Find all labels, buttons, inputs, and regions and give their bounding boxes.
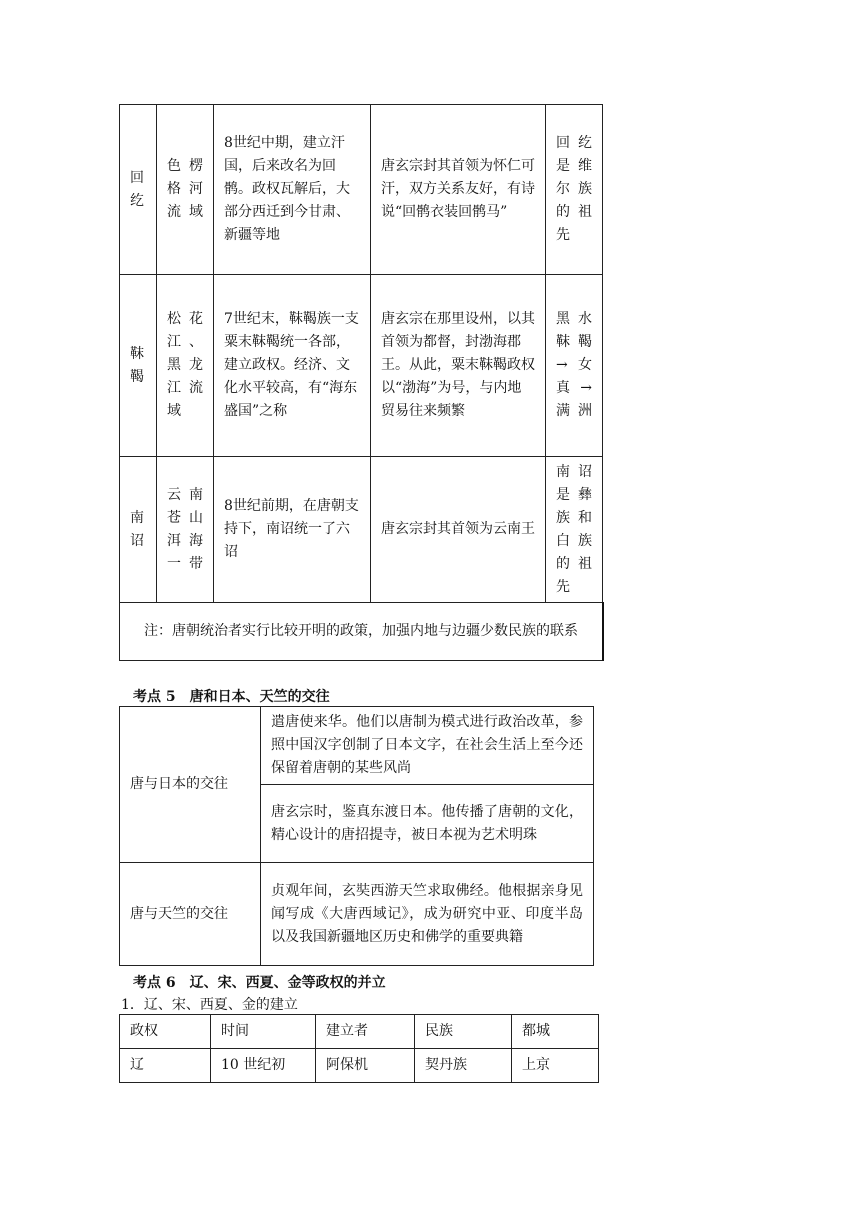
group-history: 8世纪中期，建立汗国，后来改名为回鹘。政权瓦解后，大部分西迁到今甘肃、新疆等地 <box>214 105 371 275</box>
group-name: 南诏 <box>120 457 157 603</box>
table-row <box>120 603 603 661</box>
ethnic-groups-table <box>119 104 604 661</box>
table-row <box>120 275 603 457</box>
exchange-label: 唐与天竺的交往 <box>120 863 261 966</box>
exchange-detail: 遣唐使来华。他们以唐制为模式进行政治改革，参照中国汉字创制了日本文字，在社会生活上至今还保留着唐朝的某些风尚 <box>261 707 594 785</box>
group-history: 8世纪前期，在唐朝支持下，南诏统一了六诏 <box>214 457 371 603</box>
table-row <box>120 707 594 785</box>
table-note: 注：唐朝统治者实行比较开明的政策，加强内地与边疆少数民族的联系 <box>120 603 603 661</box>
group-region: 色楞格河流域 <box>157 105 214 275</box>
group-descent: 回纥是维尔族的祖先 <box>546 105 603 275</box>
column-header: 建立者 <box>316 1015 415 1049</box>
column-header: 都城 <box>512 1015 599 1049</box>
group-region: 松花江、黑龙江流域 <box>157 275 214 457</box>
exchange-detail: 唐玄宗时，鉴真东渡日本。他传播了唐朝的文化，精心设计的唐招提寺，被日本视为艺术明珠 <box>261 785 594 863</box>
table-cell: 阿保机 <box>316 1049 415 1083</box>
table-row <box>120 863 594 966</box>
table-cell: 10 世纪初 <box>211 1049 316 1083</box>
section6-title: 考点 6 辽、宋、西夏、金等政权的并立 <box>133 975 386 991</box>
table-header-row <box>120 1015 599 1049</box>
group-relation: 唐玄宗封其首领为云南王 <box>371 457 546 603</box>
table-row <box>120 1049 599 1083</box>
column-header: 民族 <box>415 1015 512 1049</box>
group-name: 回纥 <box>120 105 157 275</box>
column-header: 时间 <box>211 1015 316 1049</box>
table-cell: 契丹族 <box>415 1049 512 1083</box>
group-descent: 南诏是彝族和白族的祖先 <box>546 457 603 603</box>
table-row <box>120 105 603 275</box>
group-relation: 唐玄宗封其首领为怀仁可汗，双方关系友好，有诗说“回鹘衣装回鹘马” <box>371 105 546 275</box>
table-row <box>120 457 603 603</box>
section5-title: 考点 5 唐和日本、天竺的交往 <box>133 689 330 705</box>
tang-exchange-table <box>119 706 594 966</box>
exchange-detail: 贞观年间，玄奘西游天竺求取佛经。他根据亲身见闻写成《大唐西域记》，成为研究中亚、印度半岛以及我国新疆地区历史和佛学的重要典籍 <box>261 863 594 966</box>
group-descent: 黑水靺鞨→女真→满洲 <box>546 275 603 457</box>
table-cell: 上京 <box>512 1049 599 1083</box>
group-history: 7世纪末，靺鞨族一支粟末靺鞨统一各部，建立政权。经济、文化水平较高，有“海东盛国”之称 <box>214 275 371 457</box>
table-cell: 辽 <box>120 1049 211 1083</box>
regimes-table <box>119 1014 599 1083</box>
exchange-label: 唐与日本的交往 <box>120 707 261 863</box>
section6-subtitle: 1．辽、宋、西夏、金的建立 <box>121 997 298 1013</box>
group-region: 云南苍山洱海一带 <box>157 457 214 603</box>
group-relation: 唐玄宗在那里设州，以其首领为都督，封渤海郡王。从此，粟末靺鞨政权以“渤海”为号，与内地贸易往来频繁 <box>371 275 546 457</box>
group-name: 靺鞨 <box>120 275 157 457</box>
column-header: 政权 <box>120 1015 211 1049</box>
